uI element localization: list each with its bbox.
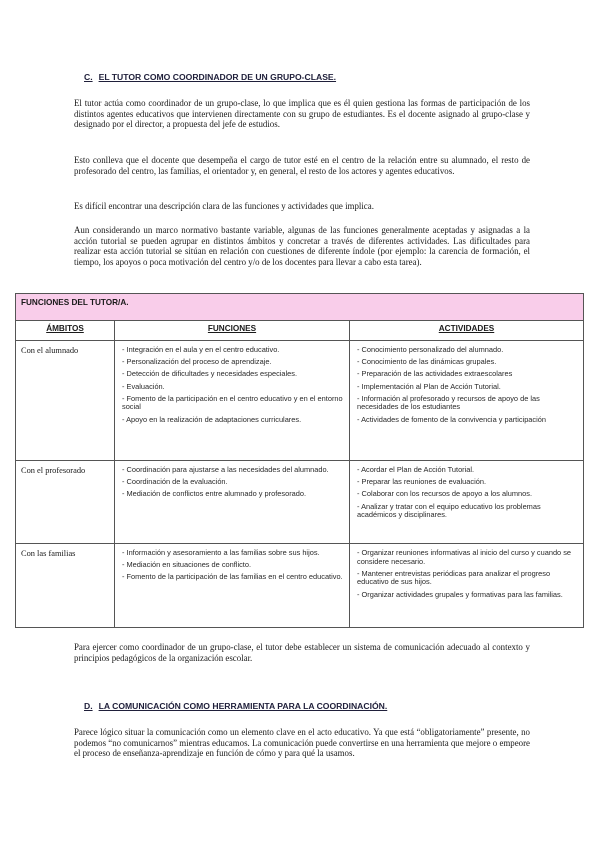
table-row xyxy=(16,544,584,628)
funciones-cell xyxy=(115,544,350,628)
list-item: - Fomento de la participación en el centro educativo y en el entorno social xyxy=(122,395,344,412)
list-item: - Implementación al Plan de Acción Tutorial. xyxy=(357,383,578,392)
list-item: - Evaluación. xyxy=(122,383,344,392)
list-item: - Mantener entrevistas periódicas para analizar el progreso educativo de sus hijos. xyxy=(357,570,578,587)
section-c-heading xyxy=(84,72,336,82)
table-row xyxy=(16,341,584,461)
section-c-paragraph-1: El tutor actúa como coordinador de un grupo-clase, lo que implica que es él quien gestiona las formas de participación de los distintos agentes educativos que intervienen directamente con su grupo de estudiantes. Es el docente asignado al grupo-clase y designado por el director, a propuesta del jefe de estudios. xyxy=(74,98,530,130)
list-item: - Organizar reuniones informativas al inicio del curso y cuando se considere necesario. xyxy=(357,549,578,566)
actividades-list xyxy=(351,342,582,432)
funciones-cell xyxy=(115,341,350,461)
list-item: - Apoyo en la realización de adaptaciones curriculares. xyxy=(122,416,344,425)
actividades-list xyxy=(351,545,582,607)
funciones-list xyxy=(116,545,348,590)
after-table-paragraph: Para ejercer como coordinador de un grupo-clase, el tutor debe establecer un sistema de comunicación adecuado al contexto y principios pedagógicos de la organización escolar. xyxy=(74,642,530,663)
list-item: - Actividades de fomento de la convivencia y participación xyxy=(357,416,578,425)
funciones-list xyxy=(116,342,348,432)
section-c-letter: C. xyxy=(84,72,93,82)
list-item: - Acordar el Plan de Acción Tutorial. xyxy=(357,466,578,475)
list-item: - Integración en el aula y en el centro educativo. xyxy=(122,346,344,355)
table-title-row xyxy=(16,294,584,321)
list-item: - Detección de dificultades y necesidades especiales. xyxy=(122,370,344,379)
ambito-cell: Con el profesorado xyxy=(16,461,115,544)
funciones-list xyxy=(116,462,348,507)
list-item: - Preparación de las actividades extraescolares xyxy=(357,370,578,379)
funciones-cell xyxy=(115,461,350,544)
list-item: - Mediación en situaciones de conflicto. xyxy=(122,561,344,570)
list-item: - Coordinación de la evaluación. xyxy=(122,478,344,487)
section-d-title: LA COMUNICACIÓN COMO HERRAMIENTA PARA LA COORDINACIÓN. xyxy=(98,701,388,711)
section-d-paragraph: Parece lógico situar la comunicación como un elemento clave en el acto educativo. Ya que está “obligatoriamente” presente, no podemos “no comunicarnos” mientras educamos. La comunicación puede convertirse en una herramienta que mejore o empeore el proceso de enseñanza-aprendizaje en función de cómo y para qué la usamos. xyxy=(74,727,530,759)
list-item: - Información y asesoramiento a las familias sobre sus hijos. xyxy=(122,549,344,558)
actividades-list xyxy=(351,462,582,527)
section-d-letter: D. xyxy=(84,701,93,711)
list-item: - Conocimiento de las dinámicas grupales. xyxy=(357,358,578,367)
list-item: - Personalización del proceso de aprendizaje. xyxy=(122,358,344,367)
actividades-cell xyxy=(350,461,584,544)
list-item: - Fomento de la participación de las familias en el centro educativo. xyxy=(122,573,344,582)
list-item: - Mediación de conflictos entre alumnado y profesorado. xyxy=(122,490,344,499)
table-row xyxy=(16,461,584,544)
section-d-heading xyxy=(84,701,387,711)
table-title: FUNCIONES DEL TUTOR/A. xyxy=(16,294,584,321)
list-item: - Conocimiento personalizado del alumnado. xyxy=(357,346,578,355)
list-item: - Organizar actividades grupales y formativas para las familias. xyxy=(357,591,578,600)
header-actividades: ACTIVIDADES xyxy=(350,321,584,341)
list-item: - Preparar las reuniones de evaluación. xyxy=(357,478,578,487)
ambito-cell: Con las familias xyxy=(16,544,115,628)
header-ambitos: ÁMBITOS xyxy=(16,321,115,341)
list-item: - Colaborar con los recursos de apoyo a los alumnos. xyxy=(357,490,578,499)
table-header-row xyxy=(16,321,584,341)
section-c-title: EL TUTOR COMO COORDINADOR DE UN GRUPO-CLASE. xyxy=(98,72,337,82)
functions-table xyxy=(15,293,584,628)
section-c-paragraph-3: Es difícil encontrar una descripción clara de las funciones y actividades que implica. xyxy=(74,201,374,211)
list-item: - Analizar y tratar con el equipo educativo los problemas académicos y disciplinares. xyxy=(357,503,578,520)
ambito-cell: Con el alumnado xyxy=(16,341,115,461)
list-item: - Información al profesorado y recursos de apoyo de las necesidades de los estudiantes xyxy=(357,395,578,412)
actividades-cell xyxy=(350,341,584,461)
section-c-paragraph-2: Esto conlleva que el docente que desempeña el cargo de tutor esté en el centro de la relación entre su alumnado, el resto de profesorado del centro, las familias, el orientador y, en general, el resto de los actores y agentes educativos. xyxy=(74,155,530,176)
section-c-paragraph-4: Aun considerando un marco normativo bastante variable, algunas de las funciones generalmente aceptadas y asignadas a la acción tutorial se pueden agrupar en distintos ámbitos y concretar a través de diferentes actividades. Las dificultades para realizar esta acción tutorial se sitúan en relación con cuestiones de diferente índole (por ejemplo: la carencia de formación, el tiempo, los apoyos o poca motivación del centro y/o de los docentes para llevar a cabo esta tarea). xyxy=(74,225,530,267)
actividades-cell xyxy=(350,544,584,628)
header-funciones: FUNCIONES xyxy=(115,321,350,341)
list-item: - Coordinación para ajustarse a las necesidades del alumnado. xyxy=(122,466,344,475)
